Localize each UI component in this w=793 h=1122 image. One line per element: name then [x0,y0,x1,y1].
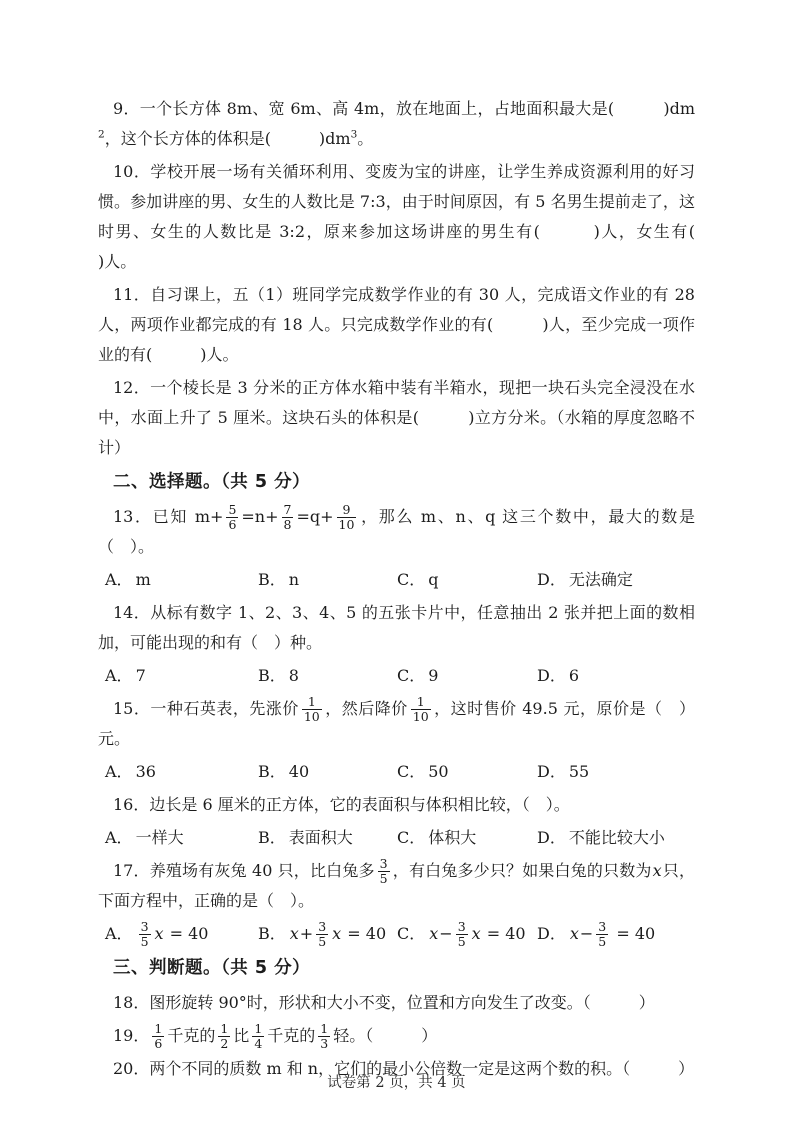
question-17-options-C: C． x− $\frac{3}{5}$ x = 40 [397,919,526,949]
fraction [282,503,294,532]
question-11: 11．自习课上，五（1）班同学完成数学作业的有 30 人，完成语文作业的有 28 人，两项作业都完成的有 18 人。只完成数学作业的有( )人，至少完成一项作业的有( )人。 [98,285,695,364]
question-17-options-B: B． x+ $\frac{3}{5}$ x = 40 [258,919,387,949]
fraction [456,920,468,949]
option-label-A: A． [105,762,133,781]
fraction-denominator: 8 [283,517,292,532]
question-15-options-C: C． 50 [397,762,449,781]
fraction-denominator: 10 [338,517,355,532]
fraction [218,1022,230,1051]
fraction-numerator: 1 [320,1021,329,1037]
superscript: 2 [98,128,105,141]
fraction-denominator: 5 [457,934,466,949]
math-variable: x [471,924,481,943]
question-13-options-B: B． n [258,570,300,589]
math-variable: x [569,924,579,943]
superscript: 3 [350,128,358,141]
question-15-options-A: A． 36 [105,762,156,781]
fraction-numerator: 9 [342,502,351,518]
exam-body [98,94,744,1087]
fraction-numerator: 3 [379,856,388,872]
option-label-D: D． [537,828,566,847]
option-label-A: A． [105,666,133,685]
fraction [318,1022,330,1051]
question-15-options-B: B． 40 [258,762,310,781]
math-variable: x [289,924,299,943]
question-19: 19． $\frac{1}{6}$ 千克的 $\frac{1}{2}$ 比 $\frac{1}{4}$ 千克的 $\frac{1}{3}$ 轻。（ ） [113,1021,438,1051]
fraction-denominator: 3 [320,1036,329,1051]
fraction [139,920,151,949]
option-label-D: D． [537,924,566,943]
fraction-numerator: 1 [154,1021,163,1037]
question-13-options-D: D． 无法确定 [537,570,633,589]
section-header-choice: 二、选择题。（共 5 分） [113,472,311,492]
question-20: 20．两个不同的质数 m 和 n，它们的最小公倍数一定是这两个数的积。（ ） [113,1059,695,1078]
question-18: 18．图形旋转 90°时，形状和大小不变，位置和方向发生了改变。（ ） [113,993,655,1012]
question-9: 9．一个长方体 8m、宽 6m、高 4m，放在地面上，占地面积最大是( )$dm^2$，这个长方体的体积是( )$dm^3$。 [98,99,695,148]
fraction [337,503,357,532]
option-label-C: C． [397,762,426,781]
question-13: 13．已知 m+ $\frac{5}{6}$ =n+ $\frac{7}{8}$ =q+ $\frac{9}{10}$ ，那么 m、n、q 这三个数中，最大的数是（ ）。 [98,502,695,556]
math-variable: x [429,924,439,943]
option-label-D: D． [537,570,566,589]
fraction-numerator: 3 [457,919,466,935]
fraction-denominator: 10 [303,709,320,724]
math-variable: x [332,924,342,943]
fraction-numerator: 7 [283,502,292,518]
question-17-options-A: A． $\frac{3}{5}$ x = 40 [105,919,209,949]
fraction-denominator: 4 [254,1036,263,1051]
fraction [378,857,390,886]
option-label-C: C． [397,828,426,847]
option-label-D: D． [537,666,566,685]
question-13-options-C: C． q [397,570,439,589]
question-17: 17．养殖场有灰兔 40 只，比白兔多 $\frac{3}{5}$ ，有白兔多少只？如果白兔的只数为x只，下面方程中，正确的是（ ）。 [98,856,695,910]
option-label-C: C． [397,666,426,685]
fraction-numerator: 1 [416,694,425,710]
fraction-denominator: 5 [598,934,607,949]
math-variable: x [154,924,164,943]
question-10: 10．学校开展一场有关循环利用、变废为宝的讲座，让学生养成资源利用的好习惯。参加讲座的男、女生的人数比是 7:3，由于时间原因，有 5 名男生提前走了，这时男、女生的人数比是 3:2，原来参加这场讲座的男生有( )人，女生有( )人。 [98,162,744,271]
question-16-options-D: D． 不能比较大小 [537,828,665,847]
option-label-D: D． [537,762,566,781]
option-label-B: B． [258,666,286,685]
option-label-C: C． [397,570,426,589]
question-12: 12．一个棱长是 3 分米的正方体水箱中装有半箱水，现把一块石头完全浸没在水中，水面上升了 5 厘米。这块石头的体积是( )立方分米。（水箱的厚度忽略不计） [98,378,695,457]
fraction-numerator: 1 [254,1021,263,1037]
fraction [411,695,431,724]
question-13-options [98,565,695,595]
option-label-B: B． [258,924,286,943]
question-16-options [98,823,695,853]
fraction-numerator: 3 [140,919,149,935]
fraction-denominator: 5 [318,934,327,949]
fraction [316,920,328,949]
option-label-A: A． [105,570,133,589]
option-label-B: B． [258,570,286,589]
option-label-C: C． [397,924,426,943]
fraction-denominator: 10 [412,709,429,724]
question-15-options-D: D． 55 [537,762,590,781]
question-13-options-A: A． m [105,570,151,589]
question-14-options-C: C． 9 [397,666,439,685]
question-17-options [98,919,695,949]
option-label-B: B． [258,828,286,847]
question-17-options-D: D． x− $\frac{3}{5}$ = 40 [537,919,656,949]
fraction [152,1022,164,1051]
question-14-options [98,661,695,691]
fraction-denominator: 6 [228,517,237,532]
fraction-numerator: 3 [598,919,607,935]
question-14-options-D: D． 6 [537,666,580,685]
option-label-B: B． [258,762,286,781]
option-label-A: A． [105,924,133,943]
question-14: 14．从标有数字 1、2、3、4、5 的五张卡片中，任意抽出 2 张并把上面的数相加，可能出现的和有（ ）种。 [98,603,695,652]
fraction-denominator: 2 [220,1036,229,1051]
fraction-denominator: 5 [379,871,388,886]
fraction-numerator: 3 [318,919,327,935]
fraction-numerator: 5 [228,502,237,518]
fraction [596,920,608,949]
option-label-A: A． [105,828,133,847]
fraction [226,503,238,532]
fraction-numerator: 1 [220,1021,229,1037]
question-16-options-B: B． 表面积大 [258,828,353,847]
question-16-options-C: C． 体积大 [397,828,477,847]
page-footer: 试卷第 2 页，共 4 页 [327,1075,466,1091]
section-header-judge: 三、判断题。（共 5 分） [113,958,311,978]
fraction-denominator: 5 [140,934,149,949]
fraction-numerator: 1 [307,694,316,710]
question-16-options-A: A． 一样大 [105,828,184,847]
question-14-options-A: A． 7 [105,666,146,685]
fraction-denominator: 6 [154,1036,163,1051]
question-14-options-B: B． 8 [258,666,299,685]
question-15-options [98,757,695,787]
fraction [252,1022,264,1051]
question-16: 16．边长是 6 厘米的正方体，它的表面积与体积相比较，（ ）。 [113,795,570,814]
fraction [302,695,322,724]
math-variable: x [652,861,662,880]
question-15: 15．一种石英表，先涨价 $\frac{1}{10}$ ，然后降价 $\frac{1}{10}$ ，这时售价 49.5 元，原价是（ ）元。 [98,694,695,748]
